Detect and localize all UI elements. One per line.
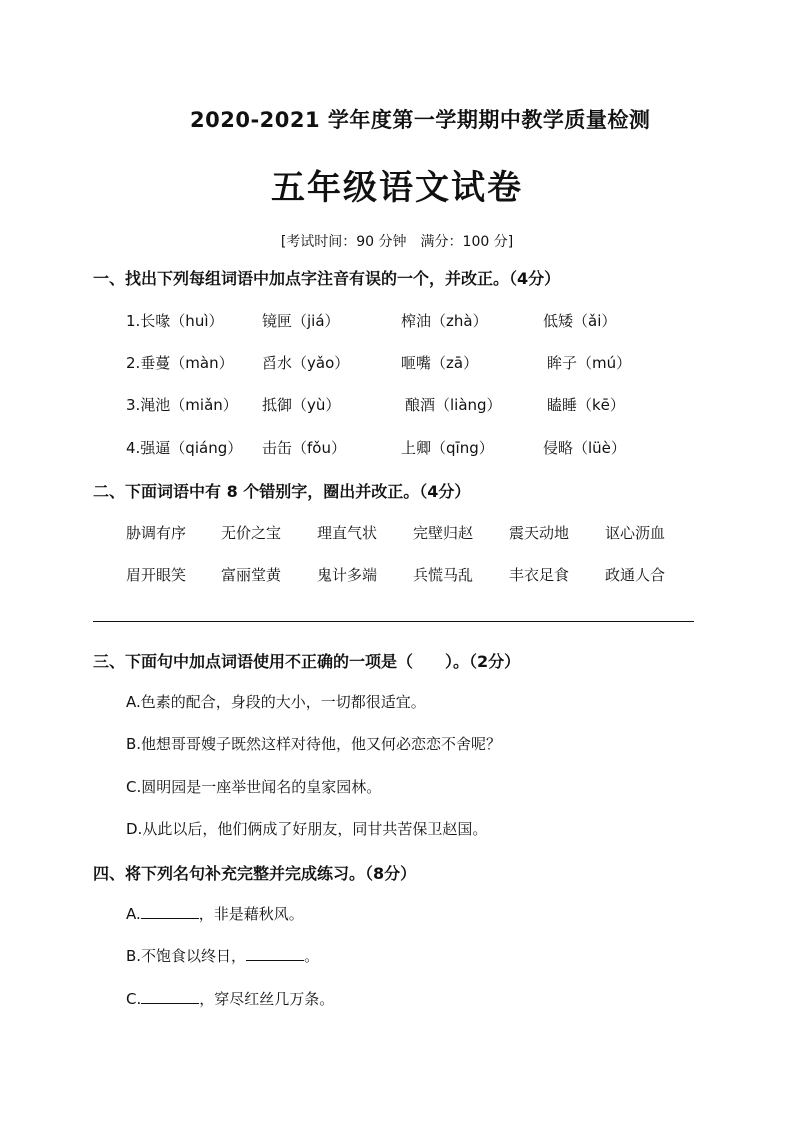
q3-heading: 三、下面句中加点词语使用不正确的一项是（ ）。（2分） <box>93 652 521 671</box>
q3-option-d: D.从此以后，他们俩成了好朋友，同甘共苦保卫赵国。 <box>126 820 488 838</box>
q4-item-prefix: A. <box>126 905 141 923</box>
q4-item-suffix: ，穿尽红丝几万条。 <box>199 990 335 1008</box>
q3-option-a: A.色素的配合，身段的大小，一切都很适宜。 <box>126 693 426 711</box>
q4-item-a <box>126 903 304 924</box>
q2-word: 讴心沥血 <box>605 524 666 542</box>
q3-option-c: C.圆明园是一座举世闻名的皇家园林。 <box>126 778 382 796</box>
q2-word: 无价之宝 <box>221 524 282 542</box>
exam-header: 2020-2021 学年度第一学期期中教学质量检测 <box>190 108 651 132</box>
q1-item: 4.强逼（qiáng） <box>126 439 243 457</box>
q4-item-prefix: C. <box>126 990 142 1008</box>
answer-line <box>93 621 694 622</box>
q1-row-4 <box>0 437 794 457</box>
q1-item: 酿酒（liàng） <box>405 396 502 414</box>
q2-word: 眉开眼笑 <box>126 566 187 584</box>
q4-item-b <box>126 945 319 966</box>
q1-item: 上卿（qīng） <box>401 439 494 457</box>
q2-word: 震天动地 <box>509 524 570 542</box>
q1-row-1 <box>0 310 794 330</box>
fill-blank[interactable] <box>141 989 199 1004</box>
q3-option-b: B.他想哥哥嫂子既然这样对待他，他又何必恋恋不舍呢？ <box>126 735 502 753</box>
q1-item: 舀水（yǎo） <box>262 354 350 372</box>
q1-item: 咂嘴（zā） <box>401 354 479 372</box>
q1-item: 榨油（zhà） <box>401 312 488 330</box>
q4-heading: 四、将下列名句补充完整并完成练习。（8分） <box>93 864 417 883</box>
q1-item: 3.渑池（miǎn） <box>126 396 238 414</box>
fill-blank[interactable] <box>246 946 304 961</box>
q2-word: 丰衣足食 <box>509 566 570 584</box>
q1-heading: 一、找出下列每组词语中加点字注音有误的一个，并改正。（4分） <box>93 269 561 288</box>
q1-item: 击缶（fǒu） <box>262 439 346 457</box>
exam-info: [考试时间：90 分钟 满分：100 分] <box>280 234 514 250</box>
q1-item: 镜匣（jiá） <box>262 312 340 330</box>
q1-row-3 <box>0 394 794 414</box>
q1-item: 瞌睡（kē） <box>547 396 625 414</box>
q2-heading: 二、下面词语中有 8 个错别字，圈出并改正。（4分） <box>93 482 471 501</box>
q1-item: 抵御（yù） <box>262 396 341 414</box>
q1-row-2 <box>0 352 794 372</box>
q2-word: 胁调有序 <box>126 524 187 542</box>
exam-title: 五年级语文试卷 <box>271 168 523 208</box>
q4-item-suffix: ，非是藉秋风。 <box>198 905 304 923</box>
q2-row-1 <box>0 522 794 542</box>
q2-word: 理直气状 <box>317 524 378 542</box>
q1-item: 2.垂蔓（màn） <box>126 354 234 372</box>
q4-item-suffix: 。 <box>304 947 320 965</box>
q2-word: 政通人合 <box>605 566 666 584</box>
q2-word: 富丽堂黄 <box>221 566 282 584</box>
q2-word: 鬼计多端 <box>317 566 378 584</box>
q1-item: 1.长喙（huì） <box>126 312 224 330</box>
q2-row-2 <box>0 564 794 584</box>
q4-item-prefix: B.不饱食以终日， <box>126 947 247 965</box>
fill-blank[interactable] <box>141 904 199 919</box>
q1-item: 侵略（lüè） <box>543 439 626 457</box>
q4-item-c <box>126 988 334 1009</box>
q2-word: 兵慌马乱 <box>413 566 474 584</box>
q1-item: 低矮（ǎi） <box>543 312 617 330</box>
q2-word: 完壁归赵 <box>413 524 474 542</box>
q1-item: 眸子（mú） <box>547 354 632 372</box>
